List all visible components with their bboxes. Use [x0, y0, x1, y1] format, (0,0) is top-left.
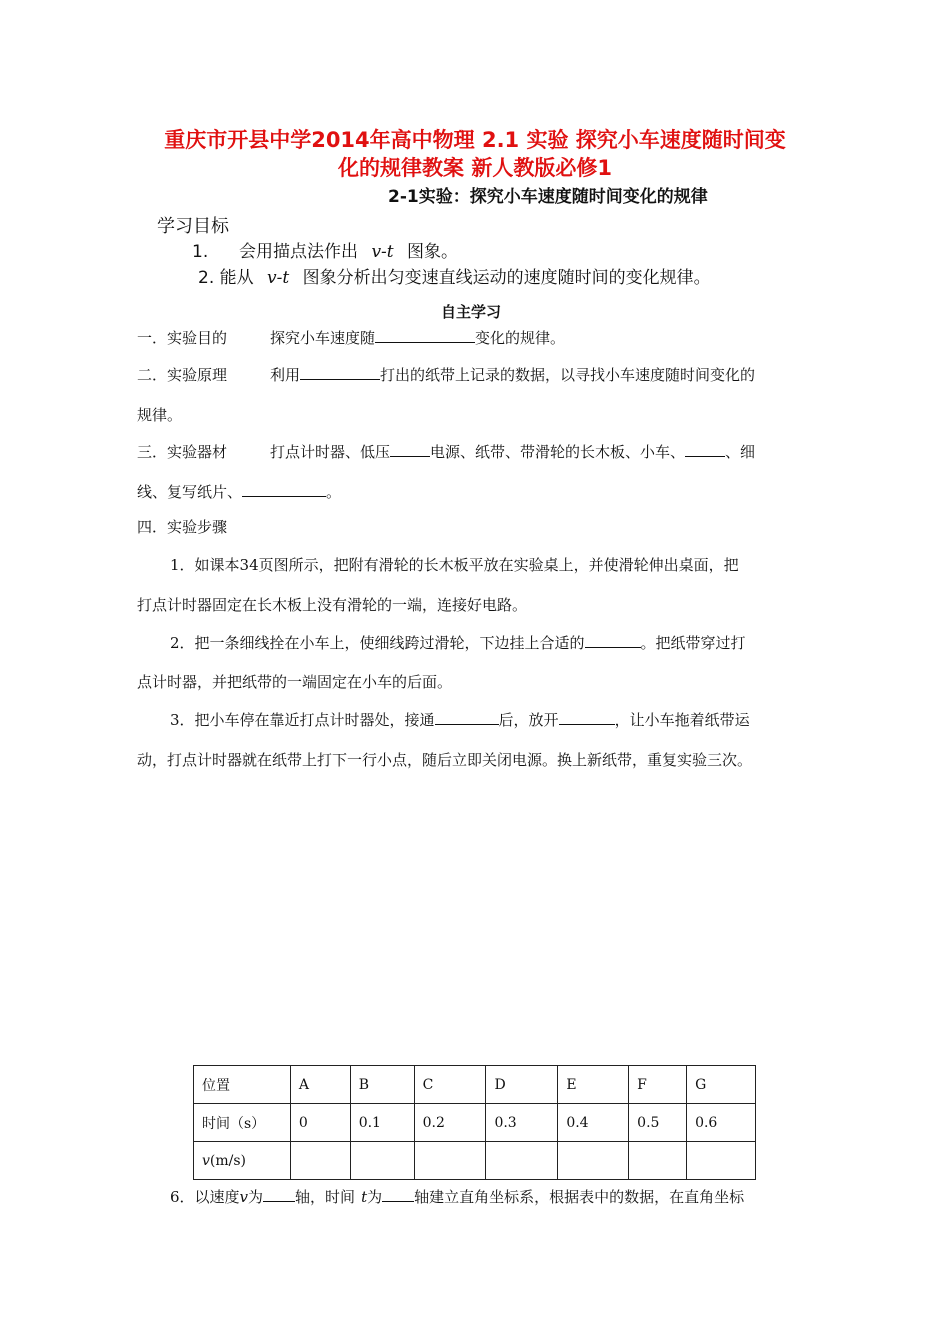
- table-cell: B: [350, 1066, 414, 1104]
- section-1-text-pre: 探究小车速度随: [270, 329, 376, 347]
- section-1-blank[interactable]: [375, 327, 475, 343]
- table-cell: 位置: [194, 1066, 291, 1104]
- step-2-text-post: 。把纸带穿过打: [640, 634, 746, 652]
- step-6-text-mid3: 为: [367, 1188, 383, 1206]
- objective-1-number: 1.: [192, 242, 209, 262]
- table-cell-empty[interactable]: [558, 1142, 629, 1180]
- step-3-text-mid: 后，放开: [498, 711, 559, 729]
- objective-2-text-post: 图象分析出匀变速直线运动的速度随时间的变化规律。: [302, 268, 711, 288]
- velocity-unit: (m/s): [209, 1152, 247, 1169]
- document-title-line1: 重庆市开县中学2014年高中物理 2.1 实验 探究小车速度随时间变: [164, 128, 786, 152]
- step-1-line1: 1．如课本34页图所示，把附有滑轮的长木板平放在实验桌上，并使滑轮伸出桌面，把: [170, 556, 739, 574]
- objective-1-text-post: 图象。: [407, 242, 459, 262]
- table-cell-empty[interactable]: [629, 1142, 687, 1180]
- step-6-blank-v-axis[interactable]: [263, 1186, 295, 1202]
- section-3: [137, 441, 755, 462]
- step-3-blank-release[interactable]: [559, 709, 615, 725]
- section-2: [137, 364, 755, 385]
- step-6-line1: [170, 1186, 744, 1207]
- section-1-text-post: 变化的规律。: [475, 329, 566, 347]
- velocity-data-table: [193, 1065, 756, 1180]
- table-cell: A: [290, 1066, 350, 1104]
- step-3-text-post: ，让小车拖着纸带运: [614, 711, 750, 729]
- table-cell: 时间（s）: [194, 1104, 291, 1142]
- table-cell-empty[interactable]: [486, 1142, 558, 1180]
- velocity-var: v: [202, 1152, 210, 1169]
- step-6-text-mid1: 为: [248, 1188, 264, 1206]
- section-3-blank-power[interactable]: [390, 441, 430, 457]
- section-3-text-a: 打点计时器、低压: [270, 443, 391, 461]
- step-2-line1: [170, 632, 746, 653]
- section-2-blank[interactable]: [300, 364, 380, 380]
- section-3-text-b: 电源、纸带、带滑轮的长木板、小车、: [430, 443, 686, 461]
- section-2-continuation: 规律。: [137, 406, 183, 424]
- objective-2-number: 2.: [198, 268, 215, 288]
- table-cell-empty[interactable]: [414, 1142, 486, 1180]
- objective-1: [192, 237, 458, 262]
- table-row-position: [194, 1066, 756, 1104]
- table-cell-velocity-label: [194, 1142, 291, 1180]
- section-2-label: 二．实验原理: [137, 366, 228, 384]
- table-cell: 0.4: [558, 1104, 629, 1142]
- step-3-line1: [170, 709, 750, 730]
- table-cell: 0.5: [629, 1104, 687, 1142]
- objective-2: [198, 263, 711, 288]
- table-row-velocity: [194, 1142, 756, 1180]
- section-1: [137, 327, 565, 348]
- objectives-heading: 学习目标: [157, 216, 229, 237]
- objective-1-vt: v-t: [371, 242, 394, 262]
- table-cell-empty[interactable]: [350, 1142, 414, 1180]
- step-6-blank-t-axis[interactable]: [382, 1186, 414, 1202]
- self-study-heading: 自主学习: [441, 303, 502, 321]
- table-cell-empty[interactable]: [290, 1142, 350, 1180]
- section-2-text-pre: 利用: [270, 366, 301, 384]
- section-2-text-post: 打出的纸带上记录的数据，以寻找小车速度随时间变化的: [380, 366, 756, 384]
- table-cell: C: [414, 1066, 486, 1104]
- lesson-subtitle: 2-1实验：探究小车速度随时间变化的规律: [388, 187, 708, 207]
- table-cell: E: [558, 1066, 629, 1104]
- step-2-blank[interactable]: [585, 632, 641, 648]
- step-2-line2: 点计时器，并把纸带的一端固定在小车的后面。: [137, 673, 453, 691]
- step-2-text-pre: 2．把一条细线拴在小车上，使细线跨过滑轮，下边挂上合适的: [170, 634, 585, 652]
- table-cell: 0.1: [350, 1104, 414, 1142]
- step-3-blank-power[interactable]: [435, 709, 499, 725]
- document-title-line2: 化的规律教案 新人教版必修1: [338, 156, 612, 180]
- step-3-line2: 动，打点计时器就在纸带上打下一行小点，随后立即关闭电源。换上新纸带，重复实验三次。: [137, 751, 753, 769]
- step-6-text-post: 轴建立直角坐标系，根据表中的数据，在直角坐标: [414, 1188, 745, 1206]
- step-6-text-mid2: 轴，时间: [295, 1188, 356, 1206]
- table-cell: F: [629, 1066, 687, 1104]
- step-1-line2: 打点计时器固定在长木板上没有滑轮的一端，连接好电路。: [137, 596, 528, 614]
- section-4-label: 四．实验步骤: [137, 518, 228, 536]
- table-cell-empty[interactable]: [687, 1142, 756, 1180]
- step-6-var-t: t: [361, 1188, 368, 1206]
- section-3-cont-text-b: 。: [326, 483, 342, 501]
- table-cell: G: [687, 1066, 756, 1104]
- table-cell: 0: [290, 1104, 350, 1142]
- section-1-label: 一．实验目的: [137, 329, 228, 347]
- section-3-text-c: 、细: [725, 443, 756, 461]
- table-row-time: [194, 1104, 756, 1142]
- step-3-text-pre: 3．把小车停在靠近打点计时器处，接通: [170, 711, 435, 729]
- table-cell: D: [486, 1066, 558, 1104]
- step-6-text-pre: 6．以速度: [170, 1188, 240, 1206]
- objective-2-vt: v-t: [267, 268, 290, 288]
- objective-1-text-pre: 会用描点法作出: [239, 242, 359, 262]
- section-3-blank-final[interactable]: [242, 481, 326, 497]
- table-cell: 0.3: [486, 1104, 558, 1142]
- section-3-cont-text-a: 线、复写纸片、: [137, 483, 243, 501]
- section-3-continuation: [137, 481, 341, 502]
- section-3-blank-item[interactable]: [685, 441, 725, 457]
- objective-2-text-pre: 能从: [219, 268, 254, 288]
- table-cell: 0.2: [414, 1104, 486, 1142]
- table-cell: 0.6: [687, 1104, 756, 1142]
- step-6-var-v: v: [239, 1188, 249, 1206]
- section-3-label: 三．实验器材: [137, 443, 228, 461]
